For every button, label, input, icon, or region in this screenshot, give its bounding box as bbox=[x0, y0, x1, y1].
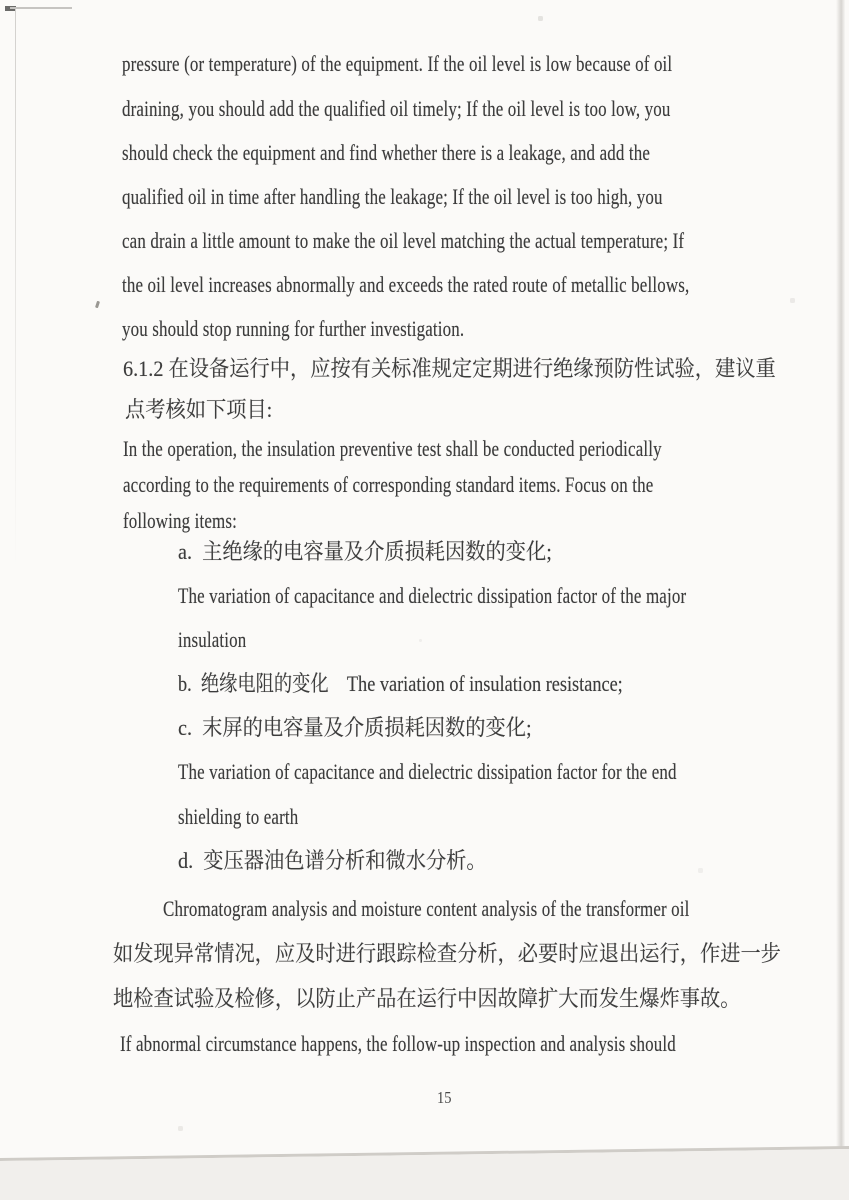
list-item-b: b. 绝缘电阻的变化 The variation of insulation resistance; bbox=[178, 671, 623, 696]
page-number: 15 bbox=[437, 1088, 452, 1107]
text-line: 地检查试验及检修，以防止产品在运行中因故障扩大而发生爆炸事故。 bbox=[113, 986, 741, 1011]
scan-right-edge-shadow bbox=[836, 0, 845, 1148]
text-line: The variation of capacitance and dielectric dissipation factor of the major bbox=[178, 583, 687, 608]
list-item-d: d. 变压器油色谱分析和微水分析。 bbox=[178, 848, 487, 873]
text-line: shielding to earth bbox=[178, 804, 299, 829]
text-line: you should stop running for further investigation. bbox=[122, 316, 465, 341]
clause-612-line: 6.1.2 在设备运行中，应按有关标准规定定期进行绝缘预防性试验，建议重 bbox=[123, 356, 776, 381]
scan-corner-line bbox=[10, 7, 72, 9]
text-line: The variation of capacitance and dielectric dissipation factor for the end bbox=[178, 759, 677, 784]
text-line: qualified oil in time after handling the leakage; If the oil level is too high, you bbox=[122, 184, 663, 209]
text-line: according to the requirements of corresponding standard items. Focus on the bbox=[123, 472, 654, 497]
list-item-a: a. 主绝缘的电容量及介质损耗因数的变化; bbox=[178, 539, 552, 564]
scan-noise-dots bbox=[0, 0, 1, 1]
text-line: the oil level increases abnormally and exceeds the rated route of metallic bellows, bbox=[122, 272, 690, 297]
text-line: In the operation, the insulation preventive test shall be conducted periodically bbox=[123, 436, 662, 461]
text-line: should check the equipment and find whether there is a leakage, and add the bbox=[122, 140, 651, 165]
text-line: pressure (or temperature) of the equipment. If the oil level is low because of oil bbox=[122, 51, 673, 76]
text-line: following items: bbox=[123, 508, 237, 533]
clause-612-line: 点考核如下项目: bbox=[125, 397, 273, 422]
text-line: Chromatogram analysis and moisture content analysis of the transformer oil bbox=[163, 896, 690, 921]
text-line: 如发现异常情况，应及时进行跟踪检查分析，必要时应退出运行，作进一步 bbox=[113, 941, 781, 966]
scan-left-edge-line bbox=[15, 9, 16, 569]
text-line: insulation bbox=[178, 627, 247, 652]
text-line: draining, you should add the qualified oil timely; If the oil level is too low, you bbox=[122, 96, 671, 121]
text-line: can drain a little amount to make the oil level matching the actual temperature; If bbox=[122, 228, 685, 253]
text-line: If abnormal circumstance happens, the follow-up inspection and analysis should bbox=[120, 1031, 676, 1056]
list-item-c: c. 末屏的电容量及介质损耗因数的变化; bbox=[178, 715, 532, 740]
scan-speck bbox=[95, 301, 100, 309]
